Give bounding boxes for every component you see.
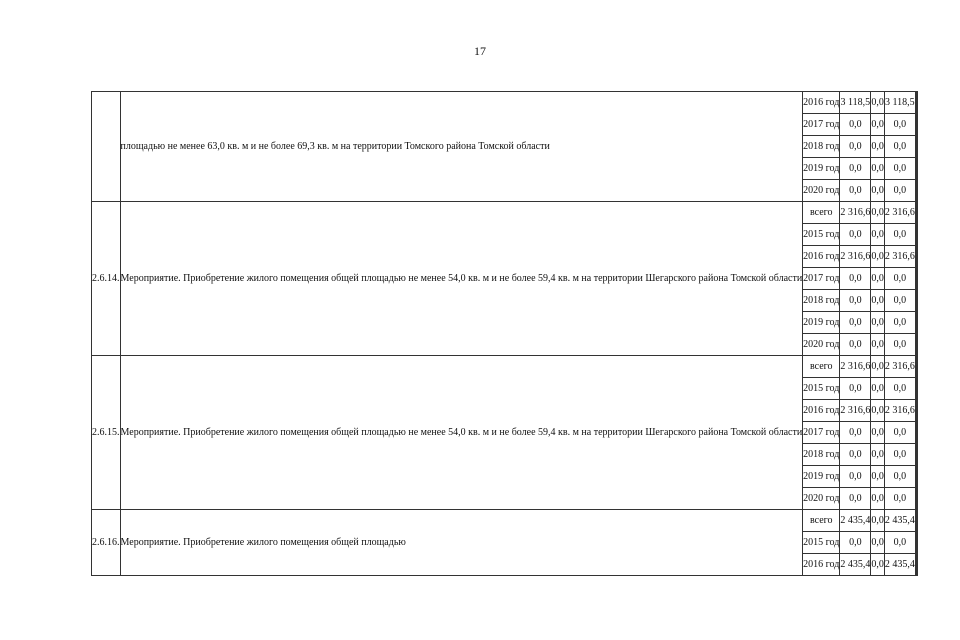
empty-cell [916,180,917,202]
federal-cell: 0,0 [871,114,885,136]
year-cell: 2015 год [803,224,840,246]
federal-cell: 0,0 [871,466,885,488]
total-cell: 0,0 [840,114,871,136]
regional-cell: 0,0 [884,224,915,246]
year-cell: 2018 год [803,136,840,158]
total-cell: 0,0 [840,334,871,356]
empty-cell [916,554,917,576]
federal-cell: 0,0 [871,334,885,356]
total-cell: 2 435,4 [840,510,871,532]
year-cell: 2019 год [803,466,840,488]
empty-cell [916,290,917,312]
regional-cell: 0,0 [884,158,915,180]
year-cell: 2016 год [803,92,840,114]
item-number [92,92,121,202]
federal-cell: 0,0 [871,136,885,158]
empty-cell [916,312,917,334]
regional-cell: 0,0 [884,466,915,488]
total-cell: 0,0 [840,180,871,202]
item-description: Мероприятие. Приобретение жилого помещения общей площадью не менее 54,0 кв. м и не более 59,4 кв. м на территории Шегарского района Томской области [120,202,803,356]
federal-cell: 0,0 [871,224,885,246]
federal-cell: 0,0 [871,554,885,576]
table-row [92,356,918,378]
item-description: Мероприятие. Приобретение жилого помещения общей площадью [120,510,803,576]
regional-cell: 3 118,5 [884,92,915,114]
total-cell: 2 316,6 [840,356,871,378]
total-cell: 0,0 [840,422,871,444]
federal-cell: 0,0 [871,92,885,114]
empty-cell [916,356,917,378]
empty-cell [916,202,917,224]
year-cell: 2017 год [803,268,840,290]
year-cell: 2020 год [803,488,840,510]
regional-cell: 0,0 [884,290,915,312]
funding-table [91,91,918,576]
item-number: 2.6.16. [92,510,121,576]
empty-cell [916,510,917,532]
year-cell: 2016 год [803,400,840,422]
table-row [92,92,918,114]
year-cell: 2017 год [803,114,840,136]
federal-cell: 0,0 [871,246,885,268]
year-cell: 2016 год [803,554,840,576]
empty-cell [916,422,917,444]
empty-cell [916,114,917,136]
empty-cell [916,92,917,114]
year-cell: 2020 год [803,334,840,356]
total-cell: 2 316,6 [840,400,871,422]
federal-cell: 0,0 [871,290,885,312]
regional-cell: 0,0 [884,334,915,356]
empty-cell [916,158,917,180]
regional-cell: 2 435,4 [884,510,915,532]
federal-cell: 0,0 [871,202,885,224]
year-cell: 2018 год [803,290,840,312]
empty-cell [916,224,917,246]
item-number: 2.6.15. [92,356,121,510]
regional-cell: 0,0 [884,422,915,444]
regional-cell: 0,0 [884,312,915,334]
regional-cell: 0,0 [884,378,915,400]
federal-cell: 0,0 [871,532,885,554]
empty-cell [916,400,917,422]
total-cell: 2 316,6 [840,246,871,268]
regional-cell: 2 316,6 [884,202,915,224]
total-cell: 0,0 [840,268,871,290]
federal-cell: 0,0 [871,400,885,422]
total-cell: 0,0 [840,378,871,400]
federal-cell: 0,0 [871,158,885,180]
total-cell: 0,0 [840,290,871,312]
federal-cell: 0,0 [871,180,885,202]
item-number: 2.6.14. [92,202,121,356]
federal-cell: 0,0 [871,510,885,532]
total-cell: 0,0 [840,312,871,334]
total-cell: 0,0 [840,466,871,488]
total-cell: 0,0 [840,224,871,246]
federal-cell: 0,0 [871,268,885,290]
total-cell: 0,0 [840,488,871,510]
table-row [92,202,918,224]
regional-cell: 0,0 [884,444,915,466]
year-cell: 2018 год [803,444,840,466]
regional-cell: 2 435,4 [884,554,915,576]
year-cell: всего [803,356,840,378]
empty-cell [916,466,917,488]
regional-cell: 2 316,6 [884,356,915,378]
federal-cell: 0,0 [871,356,885,378]
year-cell: 2017 год [803,422,840,444]
total-cell: 0,0 [840,158,871,180]
total-cell: 2 435,4 [840,554,871,576]
federal-cell: 0,0 [871,378,885,400]
year-cell: 2020 год [803,180,840,202]
total-cell: 3 118,5 [840,92,871,114]
empty-cell [916,488,917,510]
table-row [92,510,918,532]
federal-cell: 0,0 [871,312,885,334]
empty-cell [916,444,917,466]
empty-cell [916,378,917,400]
year-cell: 2016 год [803,246,840,268]
regional-cell: 0,0 [884,180,915,202]
total-cell: 0,0 [840,444,871,466]
year-cell: 2015 год [803,378,840,400]
item-description: площадью не менее 63,0 кв. м и не более 69,3 кв. м на территории Томского района Томской области [120,92,803,202]
year-cell: 2019 год [803,158,840,180]
regional-cell: 0,0 [884,488,915,510]
regional-cell: 0,0 [884,268,915,290]
total-cell: 0,0 [840,532,871,554]
total-cell: 2 316,6 [840,202,871,224]
empty-cell [916,268,917,290]
year-cell: 2019 год [803,312,840,334]
empty-cell [916,532,917,554]
empty-cell [916,246,917,268]
year-cell: всего [803,510,840,532]
federal-cell: 0,0 [871,422,885,444]
regional-cell: 0,0 [884,114,915,136]
item-description: Мероприятие. Приобретение жилого помещения общей площадью не менее 54,0 кв. м и не более 59,4 кв. м на территории Шегарского района Томской области [120,356,803,510]
total-cell: 0,0 [840,136,871,158]
year-cell: 2015 год [803,532,840,554]
federal-cell: 0,0 [871,444,885,466]
empty-cell [916,136,917,158]
regional-cell: 0,0 [884,532,915,554]
page-number: 17 [474,44,486,58]
year-cell: всего [803,202,840,224]
regional-cell: 2 316,6 [884,246,915,268]
empty-cell [916,334,917,356]
regional-cell: 0,0 [884,136,915,158]
federal-cell: 0,0 [871,488,885,510]
regional-cell: 2 316,6 [884,400,915,422]
